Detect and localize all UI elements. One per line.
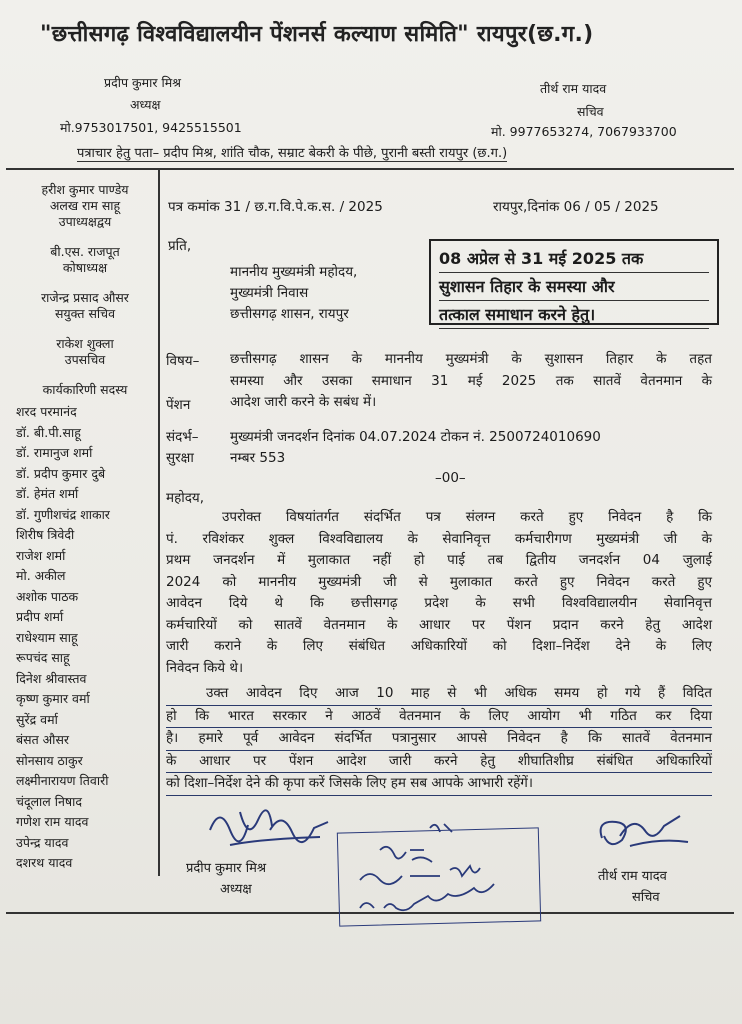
to-line: माननीय मुख्यमंत्री महोदय, <box>230 264 358 280</box>
officer-role: कोषाध्यक्ष <box>62 260 108 275</box>
member-name: मो. अकील <box>16 568 66 583</box>
member-name: रूपचंद साहू <box>16 650 70 665</box>
sidebar-officers <box>10 182 160 874</box>
paragraph-line: प्रथम जनदर्शन में मुलाकात नहीं हो पाई तब द्वितीय जनदर्शन 04 जुलाई <box>166 552 712 568</box>
secretary-mobile: मो. 9977653274, 7067933700 <box>491 124 677 139</box>
subject-line: समस्या और उसका समाधान 31 मई 2025 तक सातवें वेतनमान के <box>230 372 712 389</box>
reference-label-continued: सुरक्षा <box>166 450 194 466</box>
members-heading: कार्यकारिणी सदस्य <box>42 382 128 397</box>
secretary-sign-title: सचिव <box>632 890 660 905</box>
member-name: चंदूलाल निषाद <box>16 793 83 809</box>
member-name: गणेश राम यादव <box>16 814 89 829</box>
member-name: शिरीष त्रिवेदी <box>16 527 75 542</box>
member-name: शरद परमानंद <box>16 404 77 419</box>
member-name: बंसत औसर <box>16 732 70 747</box>
secretary-name: तीर्थ राम यादव <box>540 81 607 96</box>
secretary-sign-name: तीर्थ राम यादव <box>598 869 667 884</box>
header-divider <box>6 168 734 170</box>
campaign-line: सुशासन तिहार के समस्या और <box>439 273 709 301</box>
subject-text <box>230 349 712 414</box>
organization-title: "छत्तीसगढ़ विश्वविद्यालयीन पेंशनर्स कल्याण समिति" रायपुर(छ.ग.) <box>40 22 594 47</box>
paragraph-line: कर्मचारियों को सातवें वेतनमान के आधार पर पेंशन प्रदान करने हेतु आदेश <box>166 616 712 633</box>
member-name: डॉ. रामानुज शर्मा <box>16 445 93 460</box>
officer-role: उपसचिव <box>64 352 106 367</box>
officer-block <box>10 244 160 276</box>
campaign-line: तत्काल समाधान करने हेतु। <box>439 301 709 329</box>
member-name: उपेन्द्र यादव <box>16 834 69 850</box>
letter-date: रायपुर,दिनांक 06 / 05 / 2025 <box>493 199 659 215</box>
paragraph-line: 2024 को माननीय मुख्यमंत्री जी से मुलाकात करते हुए निवेदन करते हुए <box>166 573 712 590</box>
officer-block <box>10 290 160 322</box>
reference-line: मुख्यमंत्री जनदर्शन दिनांक 04.07.2024 टोकन नं. 2500724010690 <box>230 429 601 445</box>
to-label: प्रति, <box>168 238 192 254</box>
member-name: डॉ. गुणीशचंद्र शाकार <box>16 506 110 522</box>
member-name: लक्ष्मीनारायण तिवारी <box>16 773 109 788</box>
officer-name: बी.एस. राजपूत <box>50 244 120 259</box>
member-name: डॉ. प्रदीप कुमार दुबे <box>16 465 106 481</box>
section-divider: –00– <box>435 470 466 486</box>
officer-name: हरीश कुमार पाण्डेय <box>41 182 129 197</box>
member-name: दिनेश श्रीवास्तव <box>16 670 87 686</box>
letter-ref-number: पत्र कमांक 31 / छ.ग.वि.पे.क.स. / 2025 <box>168 199 383 215</box>
president-signature <box>200 800 340 860</box>
paragraph-line: जारी कराने के लिए संबंधित अधिकारियों को दिशा–निर्देश देने के लिए <box>166 638 712 654</box>
subject-line: छत्तीसगढ़ शासन के माननीय मुख्यमंत्री के सुशासन तिहार के तहत <box>230 351 712 367</box>
member-name: कृष्ण कुमार वर्मा <box>16 691 90 706</box>
secretary-title: सचिव <box>577 104 604 119</box>
to-line: मुख्यमंत्री निवास <box>230 285 309 301</box>
officer-name: अलख राम साहू <box>49 198 121 213</box>
paragraph-line: पं. रविशंकर शुक्ल विश्वविद्यालय के सेवानिवृत्त कर्मचारीगण मुख्यमंत्री जी के <box>166 530 712 547</box>
member-name: प्रदीप शर्मा <box>16 609 64 624</box>
officer-role: सयुक्त सचिव <box>54 306 116 321</box>
paragraph-line: हो कि भारत सरकार ने आठवें वेतनमान के लिए आयोग भी गठित कर दिया <box>166 706 712 729</box>
campaign-line: 08 अप्रेल से 31 मई 2025 तक <box>439 245 709 273</box>
subject-label-continued: पेंशन <box>166 397 191 413</box>
reference-label: संदर्भ– <box>166 429 199 445</box>
paragraph-2 <box>166 683 712 796</box>
president-sign-title: अध्यक्ष <box>220 882 252 897</box>
officer-name: राकेश शुक्ला <box>56 336 114 351</box>
member-name: सुरेंद्र वर्मा <box>16 711 58 727</box>
correspondence-address: पत्राचार हेतु पता– प्रदीप मिश्र, शांति चौक, सम्राट बेकरी के पीछे, पुरानी बस्ती रायपुर (छ.ग.) <box>77 143 507 162</box>
officer-block <box>10 182 160 230</box>
member-name: राधेश्याम साहू <box>16 629 78 645</box>
paragraph-line: उपरोक्त विषयांतर्गत संदर्भित पत्र संलग्न करते हुए निवेदन है कि <box>222 509 712 525</box>
officer-name: राजेन्द्र प्रसाद औसर <box>41 290 129 305</box>
paragraph-line: को दिशा–निर्देश देने की कृपा करें जिसके लिए हम सब आपके आभारी रहेंगें। <box>166 773 712 796</box>
member-name: दशरथ यादव <box>16 855 73 870</box>
president-sign-name: प्रदीप कुमार मिश्र <box>186 861 267 876</box>
inward-stamp-writing <box>340 820 540 925</box>
president-title: अध्यक्ष <box>130 97 161 112</box>
paragraph-line: निवेदन किये थे। <box>166 659 244 676</box>
officer-role: उपाध्यक्षद्वय <box>58 214 112 229</box>
member-name: डॉ. बी.पी.साहू <box>16 424 81 440</box>
member-name: डॉ. हेमंत शर्मा <box>16 486 79 501</box>
member-name: राजेश शर्मा <box>16 547 66 563</box>
paragraph-line: के आधार पर पेंशन आदेश जारी करने हेतु शीघातिशीघ्र संबंधित अधिकारियों <box>166 751 712 774</box>
president-mobile: मो.9753017501, 9425515501 <box>60 120 242 135</box>
salutation: महोदय, <box>166 490 205 506</box>
subject-line: आदेश जारी करने के सबंध में। <box>230 394 377 410</box>
president-name: प्रदीप कुमार मिश्र <box>104 75 182 90</box>
members-list <box>16 402 160 874</box>
paragraph-line: आवेदन दिये थे कि छत्तीसगढ़ प्रदेश के सभी विश्वविद्यालयीन सेवानिवृत्त <box>166 595 712 611</box>
paragraph-1 <box>166 507 712 679</box>
officer-block <box>10 336 160 368</box>
subject-label: विषय– <box>166 353 200 369</box>
secretary-signature <box>590 810 700 860</box>
campaign-box <box>429 239 719 325</box>
member-name: सोनसाय ठाकुर <box>16 752 83 768</box>
to-line: छत्तीसगढ़ शासन, रायपुर <box>230 306 349 322</box>
paragraph-line: उक्त आवेदन दिए आज 10 माह से भी अधिक समय हो गये हैं विदित <box>166 683 712 706</box>
member-name: अशोक पाठक <box>16 588 79 604</box>
reference-line: नम्बर 553 <box>230 450 286 466</box>
paragraph-line: है। हमारे पूर्व आवेदन संदर्भित पत्रानुसार आपसे निवेदन है कि सातवें वेतनमान <box>166 728 712 751</box>
